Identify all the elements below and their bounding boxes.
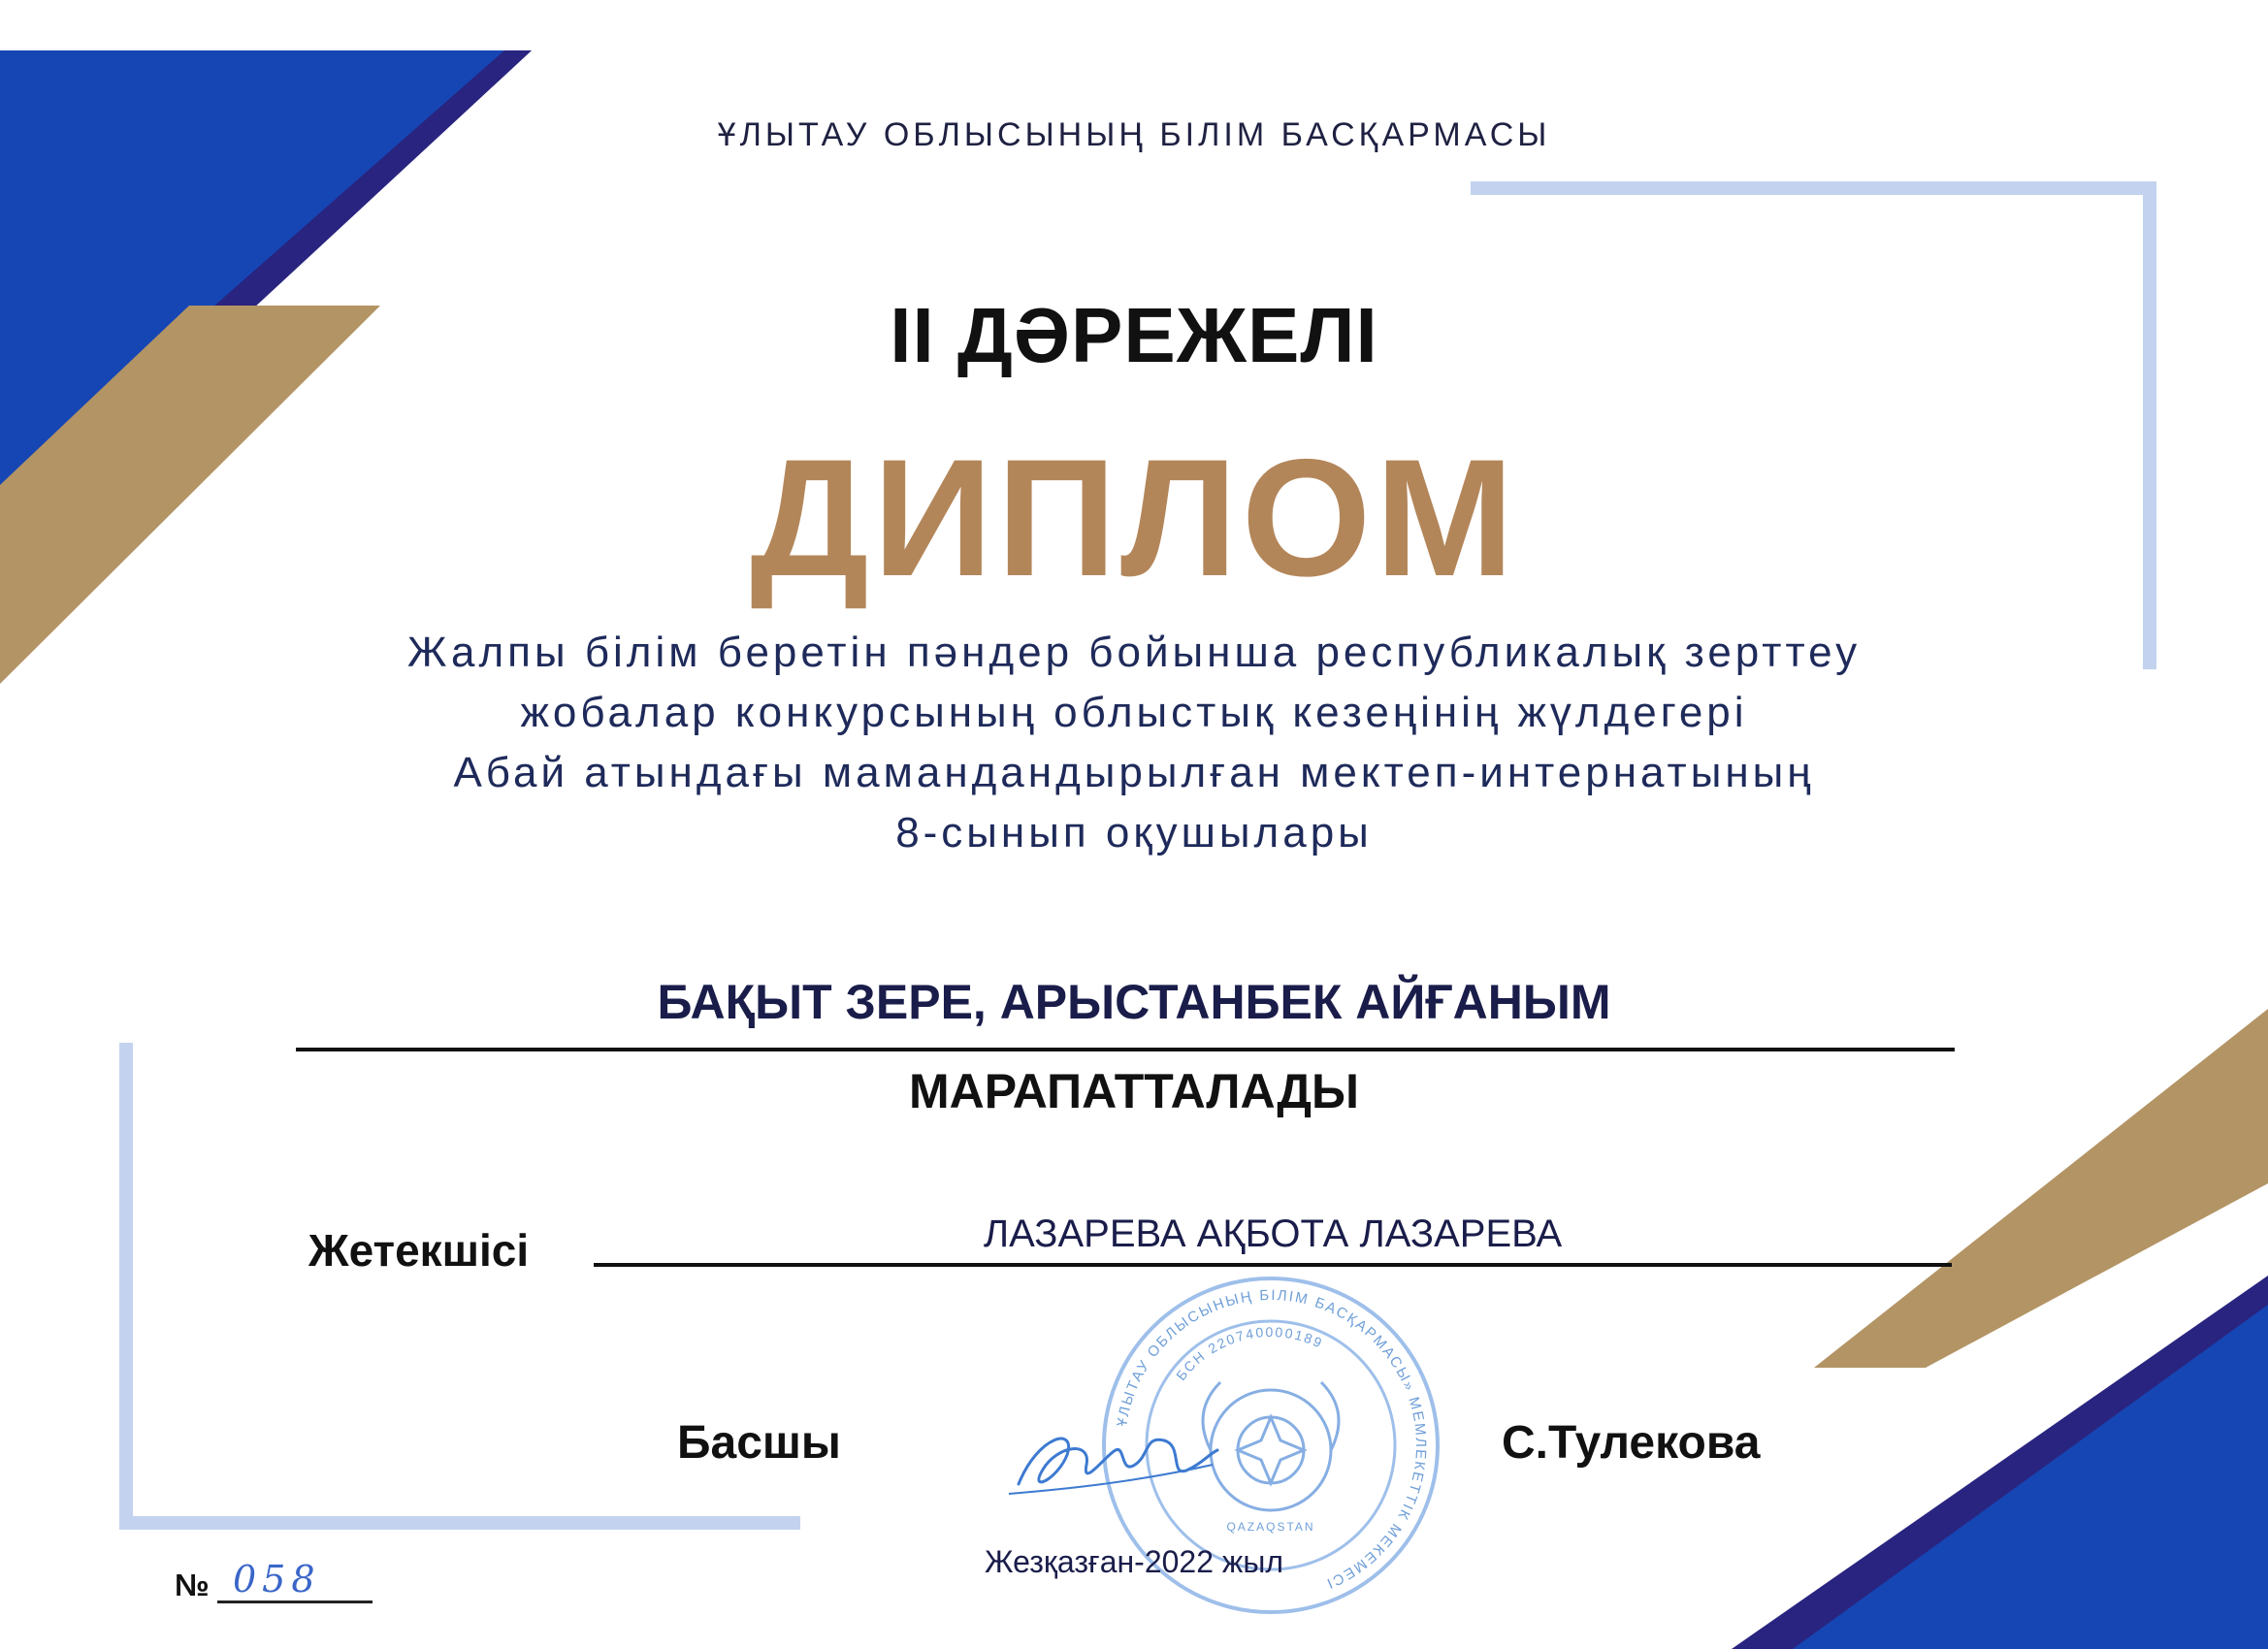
head-signature xyxy=(999,1397,1222,1523)
recipient-underline xyxy=(296,1048,1955,1051)
city-year: Жезқазған-2022 жыл xyxy=(985,1544,1283,1579)
description-line: жобалар конкурсының облыстық кезеңінің жүлдегері xyxy=(520,689,1748,736)
head-label: Басшы xyxy=(677,1417,841,1469)
number-label: № xyxy=(175,1568,210,1602)
seal-outer-text: ҰЛЫТАУ ОБЛЫСЫНЫҢ БІЛІМ БАСҚАРМАСЫ» МЕМЛЕКЕТТІК МЕКЕМЕСІ xyxy=(1114,1286,1430,1593)
supervisor-underline xyxy=(594,1263,1952,1267)
recipient-names: БАҚЫТ ЗЕРЕ, АРЫСТАНБЕК АЙҒАНЫМ xyxy=(657,975,1611,1029)
description-line: 8-сынып оқушылары xyxy=(895,809,1373,857)
number-underline xyxy=(217,1600,373,1603)
diploma-number: 058 xyxy=(233,1558,321,1600)
description-line: Жалпы білім беретін пәндер бойынша республикалық зерттеу xyxy=(406,629,1862,676)
organization-header: ҰЛЫТАУ ОБЛЫСЫНЫҢ БІЛІМ БАСҚАРМАСЫ xyxy=(717,116,1551,153)
awarded-text: МАРАПАТТАЛАДЫ xyxy=(909,1064,1359,1118)
supervisor-label: Жетекшісі xyxy=(308,1225,530,1276)
supervisor-name: ЛАЗАРЕВА АҚБОТА ЛАЗАРЕВА xyxy=(983,1212,1563,1255)
seal-inner-text: БСН 220740000189 xyxy=(1173,1323,1326,1383)
description-line: Абай атындағы мамандандырылған мектеп-интернатының xyxy=(453,749,1815,796)
emblem-icon xyxy=(1203,1382,1339,1510)
seal-center-text: QAZAQSTAN xyxy=(1226,1520,1315,1534)
diploma-title: ДИПЛОМ xyxy=(750,425,1518,611)
award-description xyxy=(0,623,2268,863)
degree-title: II ДӘРЕЖЕЛІ xyxy=(890,292,1378,378)
head-name: С.Тулекова xyxy=(1502,1417,1761,1469)
